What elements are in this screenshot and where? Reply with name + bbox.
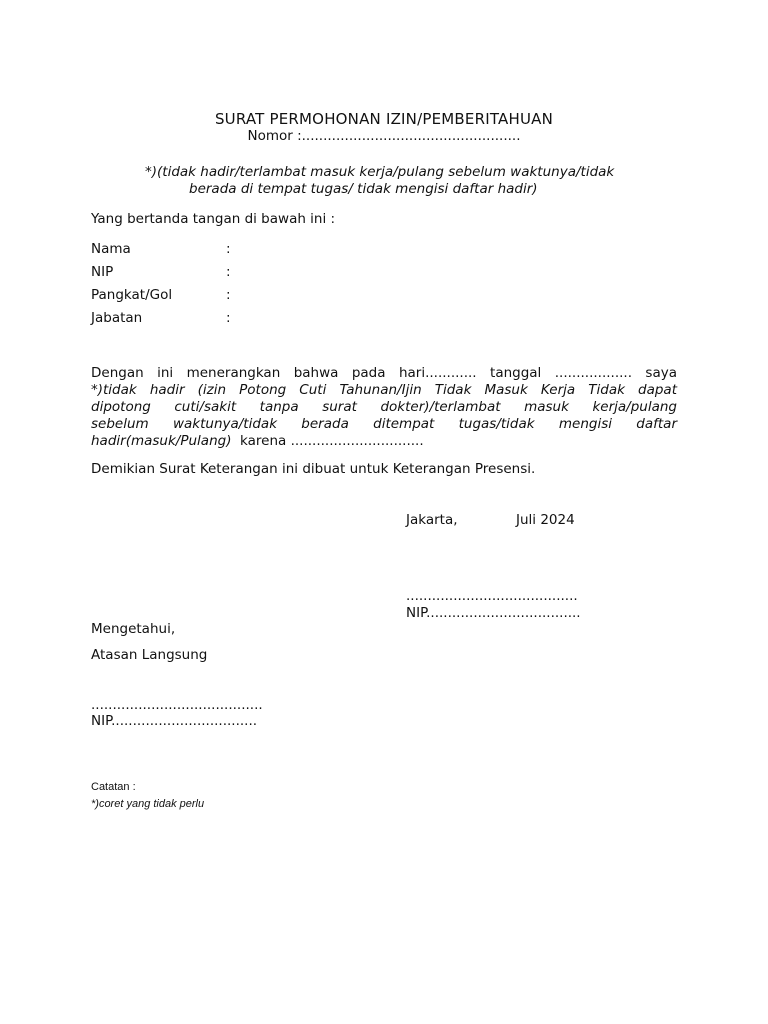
body-line-4: sebelum waktunya/tidak berada ditempat tugas/tidak mengisi daftar xyxy=(91,416,677,432)
body-line-5 xyxy=(91,433,677,450)
signature-nip-left: NIP.................................. xyxy=(91,713,258,729)
field-label-nama: Nama xyxy=(91,241,131,257)
field-colon-pangkat: : xyxy=(226,287,231,303)
notes-label: Catatan : xyxy=(91,781,136,793)
closing-text: Demikian Surat Keterangan ini dibuat untuk Keterangan Presensi. xyxy=(91,461,536,477)
body-line-1: Dengan ini menerangkan bahwa pada hari............ tanggal .................. saya xyxy=(91,365,677,381)
field-label-pangkat: Pangkat/Gol xyxy=(91,287,173,303)
field-colon-nip: : xyxy=(226,264,231,280)
intro-text: Yang bertanda tangan di bawah ini : xyxy=(91,211,336,227)
signature-place: Jakarta, xyxy=(406,512,458,528)
mengetahui-label: Mengetahui, xyxy=(91,621,176,637)
field-colon-jabatan: : xyxy=(226,310,231,326)
field-label-nip: NIP xyxy=(91,264,114,280)
signature-name-dots-left: ........................................ xyxy=(91,697,263,713)
subtitle-line-2: berada di tempat tugas/ tidak mengisi daftar hadir) xyxy=(189,181,538,197)
signature-nip-right: NIP.................................... xyxy=(406,605,581,621)
body-line-5-italic: hadir(masuk/Pulang) xyxy=(91,433,232,449)
field-colon-nama: : xyxy=(226,241,231,257)
signature-date: Juli 2024 xyxy=(516,512,575,528)
signature-name-dots-right: ........................................ xyxy=(406,588,578,604)
body-line-5-karena: karena ............................... xyxy=(231,433,424,449)
body-paragraph xyxy=(91,365,677,450)
subtitle-line-1: *)(tidak hadir/terlambat masuk kerja/pulang sebelum waktunya/tidak xyxy=(145,164,615,180)
notes-text: *)coret yang tidak perlu xyxy=(91,798,205,810)
document-number: Nomor :................................................... xyxy=(247,128,521,144)
field-label-jabatan: Jabatan xyxy=(91,310,143,326)
body-line-2: *)tidak hadir (izin Potong Cuti Tahunan/Ijin Tidak Masuk Kerja Tidak dapat xyxy=(91,382,677,398)
document-title: SURAT PERMOHONAN IZIN/PEMBERITAHUAN xyxy=(214,110,554,128)
atasan-label: Atasan Langsung xyxy=(91,647,208,663)
body-line-3: dipotong cuti/sakit tanpa surat dokter)/terlambat masuk kerja/pulang xyxy=(91,399,677,415)
